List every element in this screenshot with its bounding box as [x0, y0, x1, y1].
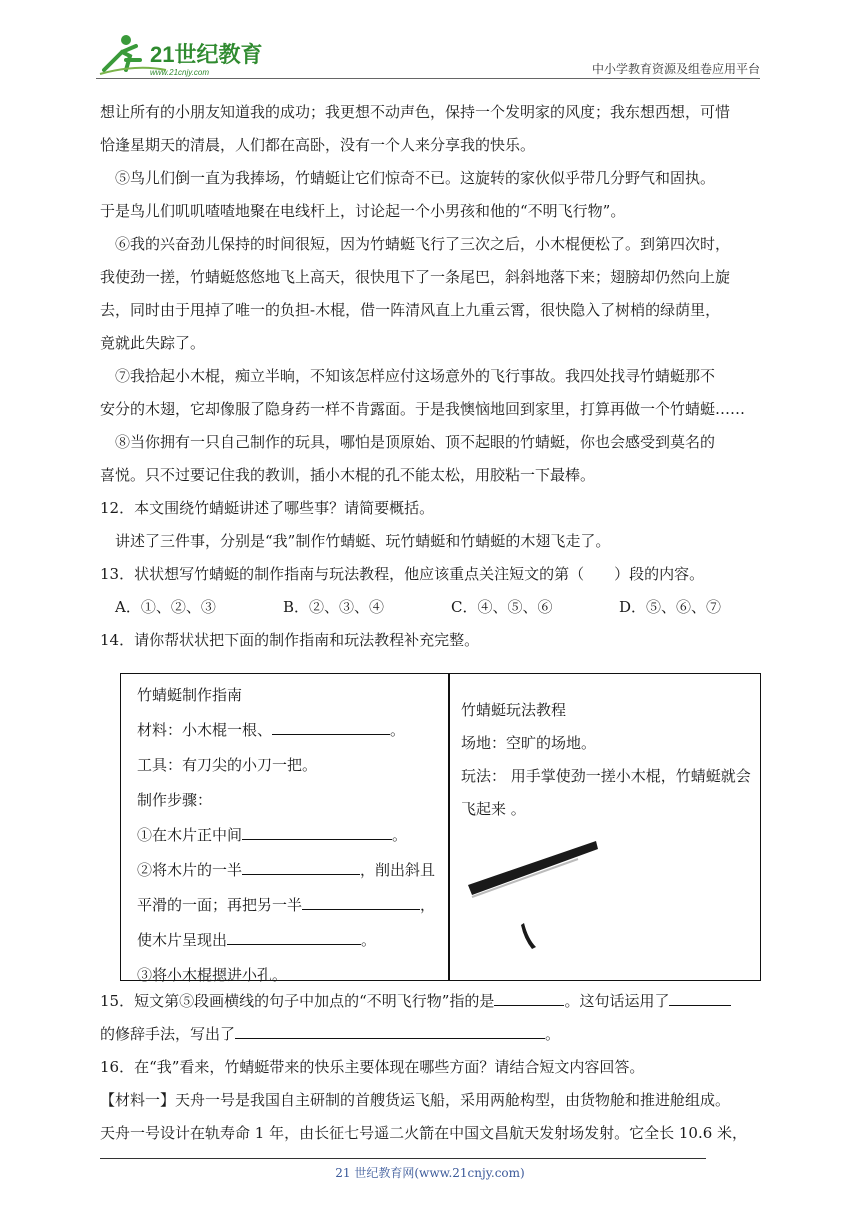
- guide-table: [120, 673, 761, 984]
- question-15-text-c: 的修辞手法，写出了: [100, 1025, 236, 1043]
- passage-line: 恰逢星期天的清晨，人们都在高卧，没有一个人来分享我的快乐。: [100, 136, 536, 154]
- passage-line: 喜悦。只不过要记住我的教训，插小木棍的孔不能太松，用胶粘一下最棒。: [100, 466, 596, 484]
- step-2-line-3: [137, 923, 442, 958]
- step-2-blank-c[interactable]: [227, 926, 361, 945]
- passage-body: [100, 96, 760, 657]
- play-guide-cell: [461, 694, 756, 826]
- passage-line: 想让所有的小朋友知道我的成功；我更想不动声色，保持一个发明家的风度；我东想西想，可惜: [100, 103, 731, 121]
- question-15-blank-b[interactable]: [669, 987, 731, 1006]
- header-divider: [96, 78, 760, 79]
- footer-text: 21 世纪教育网(www.21cnjy.com): [335, 1166, 525, 1180]
- paragraph-7: ⑦我拾起小木棍，痴立半晌，不知该怎样应付这场意外的飞行事故。我四处找寻竹蜻蜓那不: [115, 367, 716, 385]
- passage-line: 我使劲一搓，竹蜻蜓悠悠地飞上高天，很快甩下了一条尾巴，斜斜地落下来；翅膀却仍然向上旋: [100, 268, 731, 286]
- materials-label: 材料：小木棍一根、: [137, 721, 273, 739]
- page-header: [96, 30, 760, 80]
- option-d[interactable]: D．⑤、⑥、⑦: [619, 598, 722, 616]
- paragraph-8: ⑧当你拥有一只自己制作的玩具，哪怕是顶原始、顶不起眼的竹蜻蜓，你也会感受到莫名的: [115, 433, 716, 451]
- materials-end: 。: [390, 721, 406, 739]
- step-3: ③将小木棍摁进小孔。: [137, 966, 288, 984]
- passage-line: 竟就此失踪了。: [100, 334, 206, 352]
- step-2-text-a: ②将木片的一半: [137, 861, 243, 879]
- option-b[interactable]: B．②、③、④: [283, 598, 385, 616]
- question-14: 14．请你帮状状把下面的制作指南和玩法教程补充完整。: [100, 631, 480, 649]
- paragraph-6: ⑥我的兴奋劲儿保持的时间很短，因为竹蜻蜓飞行了三次之后，小木棍便松了。到第四次时，: [115, 235, 731, 253]
- questions-after-table: [100, 985, 760, 1150]
- question-15-line-2: [100, 1018, 760, 1051]
- question-15-text-d: 。: [545, 1025, 561, 1043]
- table-divider: [448, 674, 450, 980]
- step-2-text-d: ，: [420, 896, 436, 914]
- tools-line: 工具：有刀尖的小刀一把。: [137, 756, 318, 774]
- step-2-line-1: [137, 853, 442, 888]
- play-line-1: 玩法： 用手掌使劲一搓小木棍，竹蜻蜓就会: [461, 767, 751, 785]
- bamboo-dragonfly-illustration: [458, 835, 608, 955]
- question-13: 13．状状想写竹蜻蜓的制作指南与玩法教程，他应该重点关注短文的第（ ）段的内容。: [100, 565, 705, 583]
- footer-divider: [100, 1158, 706, 1159]
- play-guide-title: 竹蜻蜓玩法教程: [461, 701, 567, 719]
- step-2-text-f: 。: [361, 931, 377, 949]
- step-2-line-2: [137, 888, 442, 923]
- making-guide-cell: [137, 678, 442, 993]
- step-2-blank-b[interactable]: [302, 891, 420, 910]
- question-12: 12．本文围绕竹蜻蜓讲述了哪些事？请简要概括。: [100, 499, 435, 517]
- materials-line: [137, 713, 442, 748]
- question-13-options: [100, 591, 760, 624]
- question-15-line-1: [100, 985, 760, 1018]
- logo-runner-icon: [96, 30, 266, 80]
- material-1-line-1: 【材料一】天舟一号是我国自主研制的首艘货运飞船，采用两舱构型，由货物舱和推进舱组成。: [100, 1091, 731, 1109]
- option-a[interactable]: A．①、②、③: [115, 598, 216, 616]
- step-1: [137, 818, 442, 853]
- passage-line: 于是鸟儿们叽叽喳喳地聚在电线杆上，讨论起一个小男孩和他的“不明飞行物”。: [100, 202, 626, 220]
- venue-line: 场地：空旷的场地。: [461, 734, 597, 752]
- logo-text: 21世纪教育: [150, 42, 263, 67]
- materials-blank[interactable]: [272, 716, 390, 735]
- paragraph-5: ⑤鸟儿们倒一直为我捧场，竹蜻蜓让它们惊奇不已。这旋转的家伙似乎带几分野气和固执。: [115, 169, 716, 187]
- option-c[interactable]: C．④、⑤、⑥: [451, 598, 553, 616]
- material-1-line-2: 天舟一号设计在轨寿命 1 年，由长征七号遥二火箭在中国文昌航天发射场发射。它全长 10.6 米，: [100, 1124, 748, 1142]
- logo-url: www.21cnjy.com: [150, 68, 209, 77]
- step-2-text-e: 使木片呈现出: [137, 931, 228, 949]
- making-guide-title: 竹蜻蜓制作指南: [137, 686, 243, 704]
- question-16: 16．在“我”看来，竹蜻蜓带来的快乐主要体现在哪些方面？请结合短文内容回答。: [100, 1058, 645, 1076]
- passage-line: 安分的木翅，它却像服了隐身药一样不肯露面。于是我懊恼地回到家里，打算再做一个竹蜻蜓……: [100, 400, 746, 418]
- question-15-text-b: 。这句话运用了: [564, 992, 670, 1010]
- step-2-text-b: ，削出斜且: [360, 861, 436, 879]
- question-15-text-a: 15．短文第⑤段画横线的句子中加点的“不明飞行物”指的是: [100, 992, 495, 1010]
- question-15-blank-c[interactable]: [235, 1020, 545, 1039]
- question-15-blank-a[interactable]: [494, 987, 564, 1006]
- header-platform-text: 中小学教育资源及组卷应用平台: [591, 62, 760, 76]
- step-1-text: ①在木片正中间: [137, 826, 243, 844]
- step-2-blank-a[interactable]: [242, 856, 360, 875]
- play-line-2: 飞起来 。: [461, 800, 526, 818]
- step-2-text-c: 平滑的一面；再把另一半: [137, 896, 303, 914]
- steps-label: 制作步骤：: [137, 791, 213, 809]
- step-1-blank[interactable]: [242, 821, 392, 840]
- step-1-end: 。: [392, 826, 408, 844]
- answer-12: 讲述了三件事，分别是“我”制作竹蜻蜓、玩竹蜻蜓和竹蜻蜓的木翅飞走了。: [115, 532, 611, 550]
- passage-line: 去，同时由于甩掉了唯一的负担-木棍，借一阵清风直上九重云霄，很快隐入了树梢的绿荫里，: [100, 301, 721, 319]
